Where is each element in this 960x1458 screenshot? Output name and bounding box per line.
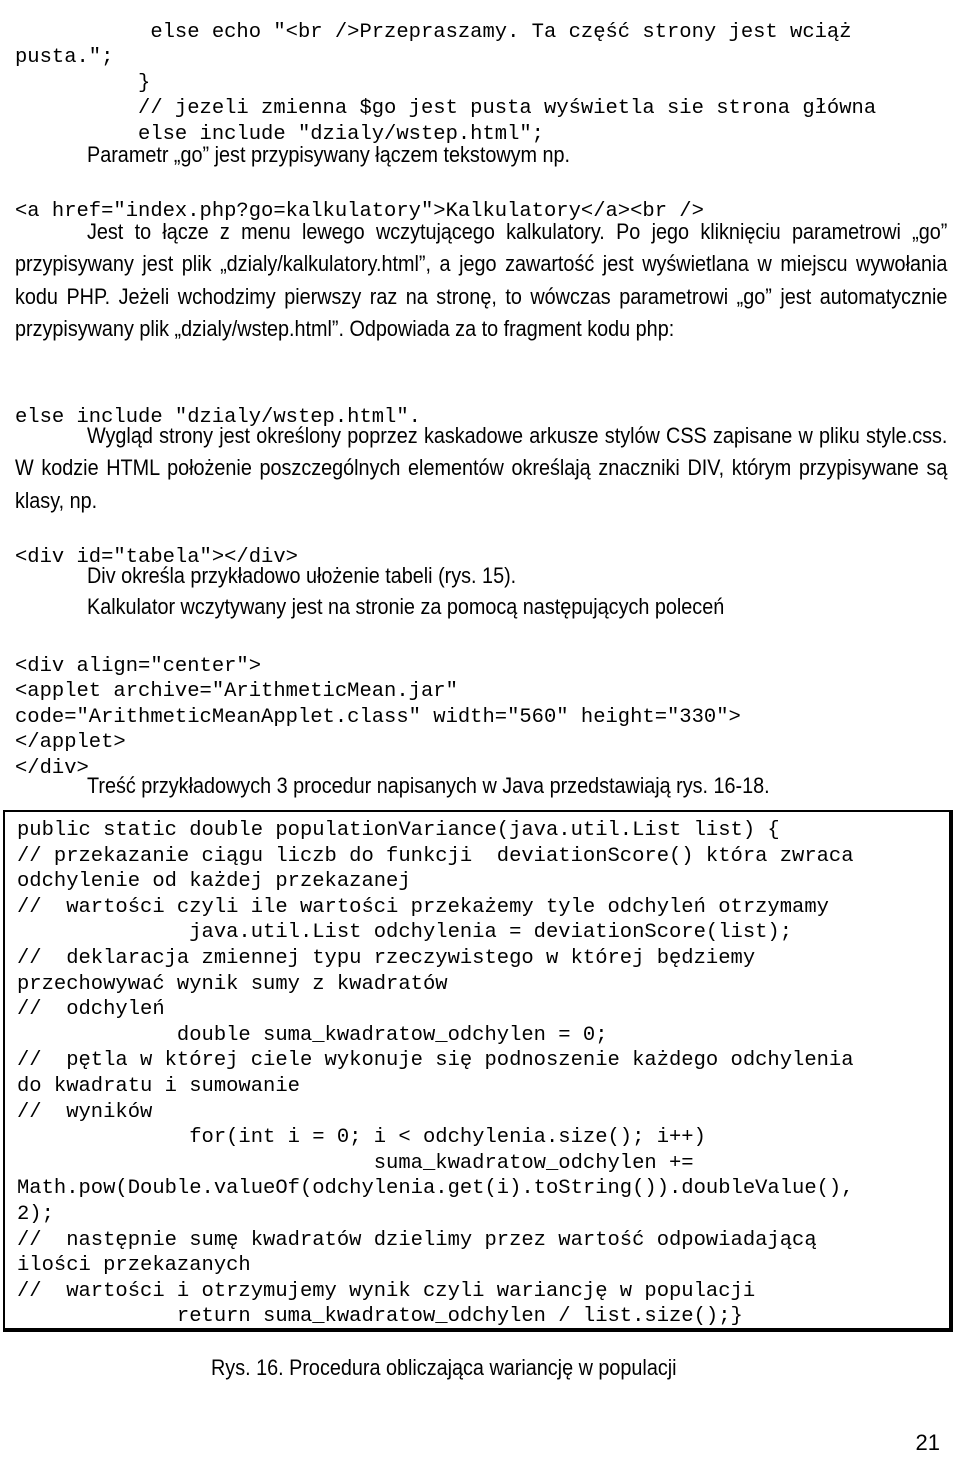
- procedures-description: Treść przykładowych 3 procedur napisanych w Java przedstawiają rys. 16-18.: [87, 773, 770, 798]
- code-snippet-link: <a href="index.php?go=kalkulatory">Kalkulatory</a><br />: [15, 199, 704, 223]
- kalkulator-description: Kalkulator wczytywany jest na stronie za pomocą następujących poleceń: [87, 594, 725, 619]
- code-snippet-php-else: else echo "<br />Przepraszamy. Ta część strony jest wciąż pusta."; } // jezeli zmienna $go jest pusta wyświetla sie strona główna else include "dzialy/wstep.html";: [15, 20, 877, 146]
- paragraph-css-text: Wygląd strony jest określony poprzez kaskadowe arkusze stylów CSS zapisane w pliku style.css. W kodzie HTML położenie poszczególnych elementów określają znaczniki DIV, którym przypisywane są klasy, np.: [15, 423, 948, 513]
- code-listing-population-variance: public static double populationVariance(java.util.List list) { // przekazanie ciągu liczb do funkcji deviationScore() która zwraca odchylenie od każdej przekazanej // wartości czyli ile wartości przekażemy tyle odchyleń otrzymamy java.util.List odchylenia = deviationScore(list); // deklaracja zmiennej typu rzeczywistego w której będziemy przechowywać wynik sumy z kwadratów // odchyleń double suma_kwadratow_odchylen = 0; // pętla w której ciele wykonuje się podnoszenie każdego odchylenia do kwadratu i sumowanie // wyników for(int i = 0; i < odchylenia.size(); i++) suma_kwadratow_odchylen += Math.pow(Double.valueOf(odchylenia.get(i).toString()).doubleValue(), 2); // następnie sumę kwadratów dzielimy przez wartość odpowiadającą ilości przekazanych // wartości i otrzymujemy wynik czyli wariancję w populacji return suma_kwadratow_odchylen / list.size();}: [17, 819, 854, 1329]
- figure-caption: Rys. 16. Procedura obliczająca wariancję w populacji: [211, 1355, 677, 1380]
- code-snippet-div: <div id="tabela"></div>: [15, 545, 298, 569]
- code-snippet-applet: <div align="center"> <applet archive="ArithmeticMean.jar" code="ArithmeticMeanApplet.class" width="560" height="330"> </applet> </div>: [15, 654, 741, 780]
- code-listing-box: [3, 810, 953, 1332]
- paragraph-kalkulatory-text: Jest to łącze z menu lewego wczytującego kalkulatory. Po jego kliknięciu parametrowi „go” przypisywany jest plik „dzialy/kalkulatory.html”, a jego zawartość jest wyświetlana w miejscu wywołania kodu PHP. Jeżeli wchodzimy pierwszy raz na stronę, to wówczas parametrowi „go” jest automatycznie przypisywany plik „dzialy/wstep.html”. Odpowiada za to fragment kodu php:: [15, 219, 948, 342]
- paragraph-kalkulatory: [15, 216, 947, 346]
- div-description: Div określa przykładowo ułożenie tabeli (rys. 15).: [87, 563, 517, 588]
- paragraph-css: [15, 420, 947, 517]
- page-number: 21: [915, 1430, 940, 1455]
- code-snippet-else-include: else include "dzialy/wstep.html".: [15, 405, 421, 429]
- param-description: Parametr „go” jest przypisywany łączem tekstowym np.: [87, 142, 571, 167]
